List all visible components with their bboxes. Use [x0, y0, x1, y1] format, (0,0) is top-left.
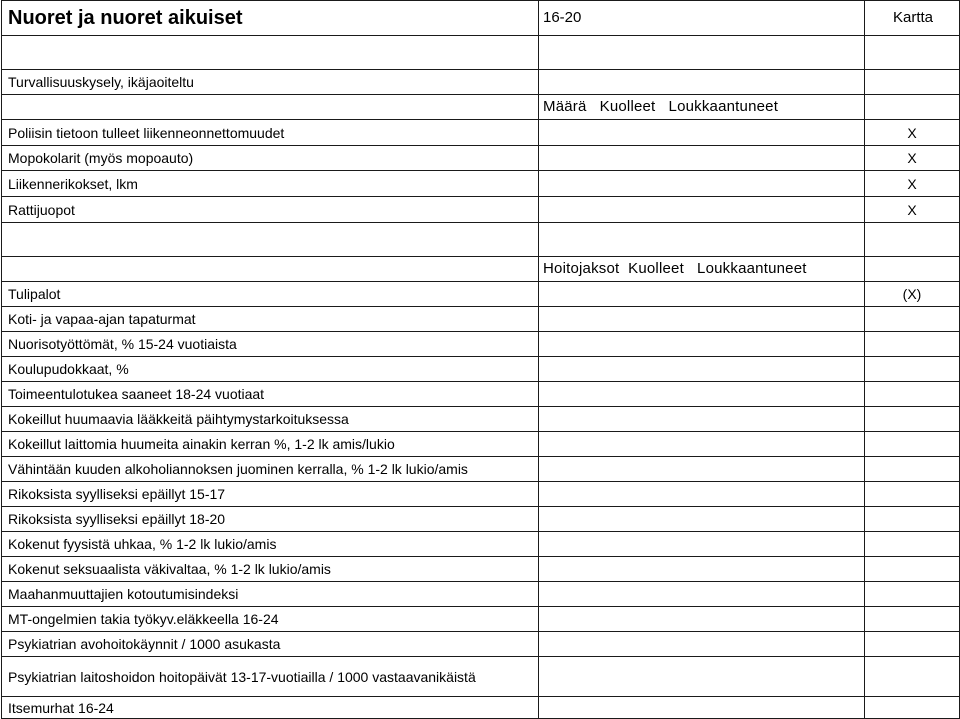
row-label: MT-ongelmien takia työkyv.eläkkeella 16-24	[2, 607, 539, 632]
row-label: Rikoksista syylliseksi epäillyt 18-20	[2, 507, 539, 532]
value-cell	[539, 357, 865, 382]
table-row	[2, 332, 960, 357]
section-title-row	[2, 70, 960, 95]
row-label: Psykiatrian avohoitokäynnit / 1000 asukasta	[2, 632, 539, 657]
map-marker	[865, 457, 960, 482]
row-label: Koti- ja vapaa-ajan tapaturmat	[2, 307, 539, 332]
column-headers-row	[2, 257, 960, 282]
table-row	[2, 407, 960, 432]
value-cell	[539, 407, 865, 432]
table-row	[2, 120, 960, 146]
value-cell	[539, 457, 865, 482]
value-cell	[539, 382, 865, 407]
map-marker: X	[865, 197, 960, 223]
value-cell	[539, 507, 865, 532]
value-cell	[539, 197, 865, 223]
table-row	[2, 482, 960, 507]
table-row	[2, 532, 960, 557]
column-headers-row	[2, 95, 960, 120]
value-cell	[539, 146, 865, 171]
map-marker: (X)	[865, 282, 960, 307]
value-cell	[539, 482, 865, 507]
spacer-row	[2, 36, 960, 70]
map-column-header: Kartta	[865, 1, 960, 36]
table-row	[2, 197, 960, 223]
row-label: Kokenut fyysistä uhkaa, % 1-2 lk lukio/amis	[2, 532, 539, 557]
section-title: Turvallisuuskysely, ikäjaoiteltu	[2, 70, 539, 95]
table-row	[2, 282, 960, 307]
map-marker	[865, 307, 960, 332]
value-cell	[539, 697, 865, 719]
map-marker	[865, 382, 960, 407]
page-title: Nuoret ja nuoret aikuiset	[2, 1, 539, 36]
table-row	[2, 146, 960, 171]
row-label: Poliisin tietoon tulleet liikenneonnettomuudet	[2, 120, 539, 146]
table-row	[2, 582, 960, 607]
map-marker	[865, 482, 960, 507]
table-row	[2, 357, 960, 382]
row-label: Maahanmuuttajien kotoutumisindeksi	[2, 582, 539, 607]
row-label: Liikennerikokset, lkm	[2, 171, 539, 197]
map-marker	[865, 432, 960, 457]
map-marker: X	[865, 120, 960, 146]
table-row	[2, 607, 960, 632]
table-row	[2, 307, 960, 332]
table-row	[2, 657, 960, 697]
spacer-row	[2, 223, 960, 257]
value-cell	[539, 432, 865, 457]
row-label: Kokeillut huumaavia lääkkeitä päihtymystarkoituksessa	[2, 407, 539, 432]
column-headers: Hoitojaksot Kuolleet Loukkaantuneet	[539, 257, 865, 282]
table-row	[2, 457, 960, 482]
value-cell	[539, 657, 865, 697]
row-label: Mopokolarit (myös mopoauto)	[2, 146, 539, 171]
value-cell	[539, 171, 865, 197]
table-row	[2, 171, 960, 197]
table-row	[2, 557, 960, 582]
row-label: Itsemurhat 16-24	[2, 697, 539, 719]
value-cell	[539, 120, 865, 146]
map-marker	[865, 407, 960, 432]
map-marker	[865, 332, 960, 357]
age-range: 16-20	[539, 1, 865, 36]
map-marker	[865, 357, 960, 382]
table-row	[2, 632, 960, 657]
value-cell	[539, 582, 865, 607]
map-marker	[865, 507, 960, 532]
row-label: Kokenut seksuaalista väkivaltaa, % 1-2 lk lukio/amis	[2, 557, 539, 582]
map-marker	[865, 557, 960, 582]
table-row	[2, 507, 960, 532]
value-cell	[539, 307, 865, 332]
table-row	[2, 697, 960, 719]
value-cell	[539, 607, 865, 632]
value-cell	[539, 332, 865, 357]
title-row	[2, 1, 960, 36]
row-label: Rikoksista syylliseksi epäillyt 15-17	[2, 482, 539, 507]
row-label: Nuorisotyöttömät, % 15-24 vuotiaista	[2, 332, 539, 357]
map-marker: X	[865, 171, 960, 197]
value-cell	[539, 282, 865, 307]
row-label: Rattijuopot	[2, 197, 539, 223]
row-label: Psykiatrian laitoshoidon hoitopäivät 13-17-vuotiailla / 1000 vastaavanikäistä	[2, 657, 539, 697]
table-row	[2, 432, 960, 457]
table-row	[2, 382, 960, 407]
map-marker: X	[865, 146, 960, 171]
value-cell	[539, 632, 865, 657]
row-label: Vähintään kuuden alkoholiannoksen juominen kerralla, % 1-2 lk lukio/amis	[2, 457, 539, 482]
row-label: Tulipalot	[2, 282, 539, 307]
map-marker	[865, 632, 960, 657]
value-cell	[539, 532, 865, 557]
map-marker	[865, 532, 960, 557]
row-label: Toimeentulotukea saaneet 18-24 vuotiaat	[2, 382, 539, 407]
map-marker	[865, 697, 960, 719]
indicator-table	[1, 0, 960, 719]
map-marker	[865, 582, 960, 607]
column-headers: Määrä Kuolleet Loukkaantuneet	[539, 95, 865, 120]
map-marker	[865, 607, 960, 632]
map-marker	[865, 657, 960, 697]
value-cell	[539, 557, 865, 582]
row-label: Kokeillut laittomia huumeita ainakin kerran %, 1-2 lk amis/lukio	[2, 432, 539, 457]
row-label: Koulupudokkaat, %	[2, 357, 539, 382]
